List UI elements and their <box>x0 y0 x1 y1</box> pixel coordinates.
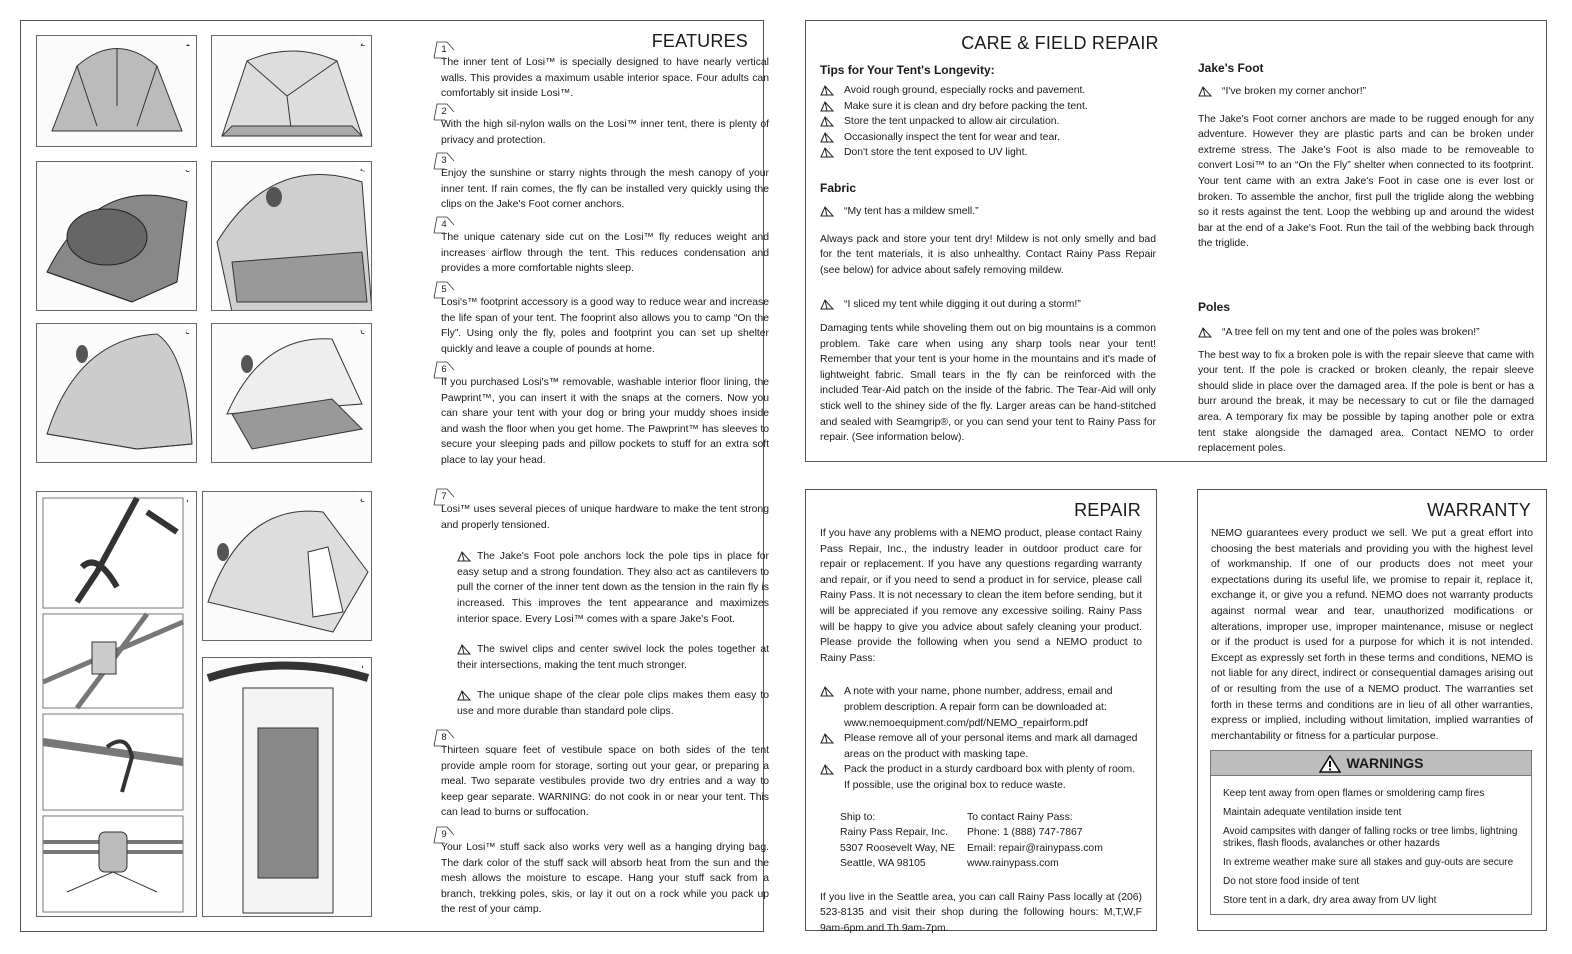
figure-9 <box>202 657 372 917</box>
bullet-triangle-icon <box>820 116 834 127</box>
warnings-header: WARNINGS <box>1211 751 1531 776</box>
repair-panel <box>805 489 1157 935</box>
care-right-column <box>1198 61 1534 457</box>
list-item: Avoid campsites with danger of falling rocks or tree limbs, lightning strikes, flash floods, avalanches or other hazards <box>1223 826 1518 849</box>
bullet-triangle-icon <box>820 299 834 310</box>
feature-7 <box>441 491 769 720</box>
warnings-box <box>1210 750 1532 915</box>
contact-info: To contact Rainy Pass: Phone: 1 (888) 747-7867 Email: repair@rainypass.com www.rainypass.com <box>967 811 1103 870</box>
list-item: Store the tent unpacked to allow air circulation. <box>820 114 1156 130</box>
figure-number: 7 <box>180 492 196 508</box>
bullet-triangle-icon <box>457 551 471 562</box>
feature-6 <box>441 364 769 469</box>
figure-number: 8 <box>355 492 371 508</box>
list-item: Please remove all of your personal items and mark all damaged areas on the product with masking tape. <box>820 731 1142 762</box>
figure-number: 3 <box>180 162 196 178</box>
warning-icon <box>1319 755 1341 773</box>
bullet-triangle-icon <box>820 686 834 697</box>
jakes-text: The Jake's Foot corner anchors are made to be rugged enough for any adventure. However they are plastic parts and can be broken under extreme stress. The Jake's Foot is also made to be removeable to convert Losi™ to an “On the Fly” shelter when connected to its footprint. Your tent came with an extra Jake's Foot in case one is ever lost or broken. To assemble the anchor, first pull the triglide along the webbing so it rests against the tent. Loop the webbing up and around the widest bar at the end of a Jake's Foot. Run the tail of the webbing back through the triglide. <box>1198 113 1534 250</box>
hardware-illustrations <box>37 492 197 917</box>
bullet-triangle-icon <box>820 206 834 217</box>
list-item: In extreme weather make sure all stakes and guy-outs are secure <box>1223 857 1514 868</box>
feature-4 <box>441 219 769 277</box>
list-item: Make sure it is clean and dry before packing the tent. <box>820 99 1156 115</box>
figure-3 <box>36 161 197 311</box>
features-panel <box>20 20 769 932</box>
stuff-sack-illustration <box>203 658 372 917</box>
list-item: Don't store the tent exposed to UV light. <box>820 145 1156 161</box>
poles-quote: “A tree fell on my tent and one of the poles was broken!” <box>1198 325 1534 341</box>
fabric-text-2: Damaging tents while shoveling them out on big mountains is a common problem. Take care when using any sharp tools near your tent! Remember that your tent is your home in the mountains and it's made of lightweight fabric. Small tears in the fly can be reinforced with the included Tear-Aid patch on the inside of the fabric. The Tear-Aid will only stick well to the shiney side of the fly. Larger areas can be hand-stitched and sealed with Seamgrip®, or you can send your tent to Rainy Pass for repair. (See information below). <box>820 322 1156 444</box>
figure-7-hardware <box>36 491 197 917</box>
list-item: Pack the product in a sturdy cardboard box with plenty of room. If possible, use the original box to reduce waste. <box>820 762 1142 793</box>
bullet-triangle-icon <box>457 690 471 701</box>
figure-number: 6 <box>355 324 371 340</box>
list-item: Do not store food inside of tent <box>1223 876 1360 887</box>
bullet-triangle-icon <box>820 733 834 744</box>
feature-7-sub-1: The Jake's Foot pole anchors lock the pole tips in place for easy setup and a strong foundation. They also act as cantilevers to pull the corner of the inner tent down as the tension in the rain fly is increased. This improves the tent appearance and maximizes interior space. Every Losi™ comes with a spare Jake's Foot. <box>457 551 769 625</box>
bullet-triangle-icon <box>820 85 834 96</box>
tips-heading: Tips for Your Tent's Longevity: <box>820 63 995 77</box>
list-item: Occasionally inspect the tent for wear and tear. <box>820 130 1156 146</box>
feature-8 <box>441 732 769 821</box>
list-item: Keep tent away from open flames or smoldering camp fires <box>1223 788 1485 799</box>
care-panel <box>805 20 1547 462</box>
feature-text: Losi's™ footprint accessory is a good way to reduce wear and increase the life span of your tent. The fooprint also allows you to camp “On the Fly”. Using only the fly, poles and footprint you can set up shelter quickly and leave a couple of pounds at home. <box>441 297 769 355</box>
bullet-triangle-icon <box>1198 327 1212 338</box>
feature-1 <box>441 44 769 102</box>
jakes-quote: “I've broken my corner anchor!” <box>1198 84 1534 100</box>
fabric-text-1: Always pack and store your tent dry! Mildew is not only smelly and bad for the tent materials, it is also unhealthy. Contact Rainy Pass Repair (see below) for advice about safely removing mildew. <box>820 233 1156 276</box>
feature-text: The inner tent of Losi™ is specially designed to have nearly vertical walls. This provides a maximum usable interior space. Four adults can comfortably sit inside Losi™. <box>441 57 769 100</box>
figure-8 <box>202 491 372 641</box>
feature-9 <box>441 829 769 918</box>
figure-5 <box>36 323 197 463</box>
feature-2 <box>441 106 769 148</box>
feature-number: 3 <box>433 152 455 170</box>
warranty-text: NEMO guarantees every product we sell. We put a great effort into choosing the best materials and providing you with the highest level of workmanship. If one of our products does not meet your expectations during its useful life, we promise to repair it, replace it, exchange it, or give you a refund. NEMO does not warranty products against normal wear and tear, unauthorized modifications or alterations, improper use, improper maintenance, misuse or neglect or if the product is used for a purpose for which it is not intended. Except as expressly set forth in these terms and conditions, NEMO is not liable for any direct, indirect or consequential damages arising out of or resulting from the use of a NEMO product. The warranties set forth in these terms and conditions are in lieu of all other warranties, express or implied, including without limitation, implied warranties of merchantability or fitness for a particular purpose. <box>1211 528 1533 742</box>
bullet-triangle-icon <box>1198 86 1212 97</box>
feature-text: Thirteen square feet of vestibule space on both sides of the tent provide ample room for storage, sorting out your gear, or preparing a meal. Two separate vestibules provide two dry entries and a way to keep gear separate. WARNING: do not cook in or near your tent. This can lead to burns or suffocation. <box>441 745 769 819</box>
tent-inner-illustration <box>37 36 197 147</box>
bullet-triangle-icon <box>820 764 834 775</box>
feature-number: 4 <box>433 216 455 234</box>
tent-pawprint-illustration <box>212 324 372 463</box>
feature-text: If you purchased Losi's™ removable, washable interior floor lining, the Pawprint™, you can insert it with the snaps at the corners. Now you can share your tent with your dog or bring your muddy shoes inside and wash the floor when you get home. The Pawprint™ has sleeves to secure your sleeping pads and pillow pockets to stuff for an extra soft place to lay your head. <box>441 377 769 466</box>
list-item: Store tent in a dark, dry area away from UV light <box>1223 895 1437 906</box>
feature-7-sub-3: The unique shape of the clear pole clips makes them easy to use and more durable than standard pole clips. <box>457 690 769 717</box>
feature-7-sub-2: The swivel clips and center swivel lock the poles together at their intersections, making the tent much stronger. <box>457 644 769 671</box>
address-block <box>840 810 1142 872</box>
list-item: Avoid rough ground, especially rocks and pavement. <box>820 83 1156 99</box>
list-item: A note with your name, phone number, address, email and problem description. A repair form can be downloaded at: www.nemoequipment.com/pdf/NEMO_repairform.pdf <box>820 684 1142 731</box>
fabric-heading: Fabric <box>820 180 857 195</box>
repair-intro: If you have any problems with a NEMO product, please contact Rainy Pass Repair, Inc., the industry leader in outdoor product care for repair or replacement. If you have any questions regarding warranty and repair, or if you need to send a product in for service, please call Rainy Pass. It is not necessary to clean the item before sending, but it will be appreciated if you remove any excessive soiling. Rainy Pass will be happy to give you advice about safely cleaning your product. Please provide the following when you send a NEMO product to Rainy Pass: <box>820 528 1142 664</box>
feature-number: 1 <box>433 41 455 59</box>
tips-list <box>820 83 1156 161</box>
feature-text: The unique catenary side cut on the Losi™ fly reduces weight and increases airflow through the tent. This reduces condensation and provides a more comfortable nights sleep. <box>441 232 769 275</box>
warranty-title: WARRANTY <box>1427 500 1531 520</box>
feature-5 <box>441 284 769 357</box>
poles-text: The best way to fix a broken pole is with the repair sleeve that came with your tent. If the pole is cracked or broken cleanly, the repair sleeve should slide in place over the damaged area. If the pole is bent or has a burr around the break, it may be necessary to cut or file the damaged area. A temporary fix may be possible by taping another pole or extra tent stake alongside the damaged area. Contact NEMO to order replacement poles. <box>1198 349 1534 455</box>
care-title: CARE & FIELD REPAIR <box>961 33 1159 53</box>
feature-number: 9 <box>433 826 455 844</box>
figure-1 <box>36 35 197 147</box>
tent-fly-illustration <box>212 162 372 311</box>
tent-footprint-illustration <box>37 324 197 463</box>
poles-heading: Poles <box>1198 299 1231 314</box>
ship-to: Ship to: Rainy Pass Repair, Inc. 5307 Roosevelt Way, NE Seattle, WA 98105 <box>840 811 955 870</box>
warnings-list <box>1211 776 1531 907</box>
figure-4 <box>211 161 372 311</box>
fabric-quote-2: “I sliced my tent while digging it out during a storm!” <box>820 297 1156 313</box>
repair-list <box>820 684 1142 793</box>
feature-number: 6 <box>433 361 455 379</box>
feature-3 <box>441 155 769 213</box>
tent-walls-illustration <box>212 36 372 147</box>
features-title: FEATURES <box>651 31 748 51</box>
bullet-triangle-icon <box>820 132 834 143</box>
feature-number: 7 <box>433 488 455 506</box>
figure-number: 5 <box>180 324 196 340</box>
bullet-triangle-icon <box>457 644 471 655</box>
feature-text: With the high sil-nylon walls on the Losi™ inner tent, there is plenty of privacy and protection. <box>441 119 769 146</box>
list-item: Maintain adequate ventilation inside tent <box>1223 807 1402 818</box>
jakes-heading: Jake's Foot <box>1198 61 1264 75</box>
feature-number: 2 <box>433 103 455 121</box>
figure-6 <box>211 323 372 463</box>
bullet-triangle-icon <box>820 101 834 112</box>
figure-number: 4 <box>355 162 371 178</box>
feature-text: Your Losi™ stuff sack also works very well as a hanging drying bag. The dark color of the stuff sack will absorb heat from the sun and the mesh allows the moisture to escape. Hang your stuff sack from a branch, trekking poles, skis, or lay it out on a rock while you pack up the rest of your camp. <box>441 842 769 916</box>
repair-title: REPAIR <box>1074 500 1141 520</box>
bullet-triangle-icon <box>820 147 834 158</box>
repair-content <box>820 526 1142 937</box>
seattle-text: If you live in the Seattle area, you can call Rainy Pass locally at (206) 523-8135 and visit their shop during the following hours: M,T,W,F 9am-6pm and Th 9am-7pm. <box>820 891 1142 935</box>
feature-text: Enjoy the sunshine or starry nights through the mesh canopy of your inner tent. If rain comes, the fly can be installed very quickly using the clips on the Jake's Foot corner anchors. <box>441 168 769 211</box>
feature-number: 5 <box>433 281 455 299</box>
figure-number: 1 <box>180 36 196 52</box>
figure-number: 7 <box>355 658 371 674</box>
fabric-quote-1: “My tent has a mildew smell.” <box>820 204 1156 220</box>
feature-text: Losi™ uses several pieces of unique hardware to make the tent strong and properly tensioned. <box>441 504 769 531</box>
care-left-column <box>820 63 1156 446</box>
figure-2 <box>211 35 372 147</box>
tent-mesh-illustration <box>37 162 197 311</box>
tent-vestibule-illustration <box>203 492 372 641</box>
feature-number: 8 <box>433 729 455 747</box>
figure-number: 2 <box>355 36 371 52</box>
